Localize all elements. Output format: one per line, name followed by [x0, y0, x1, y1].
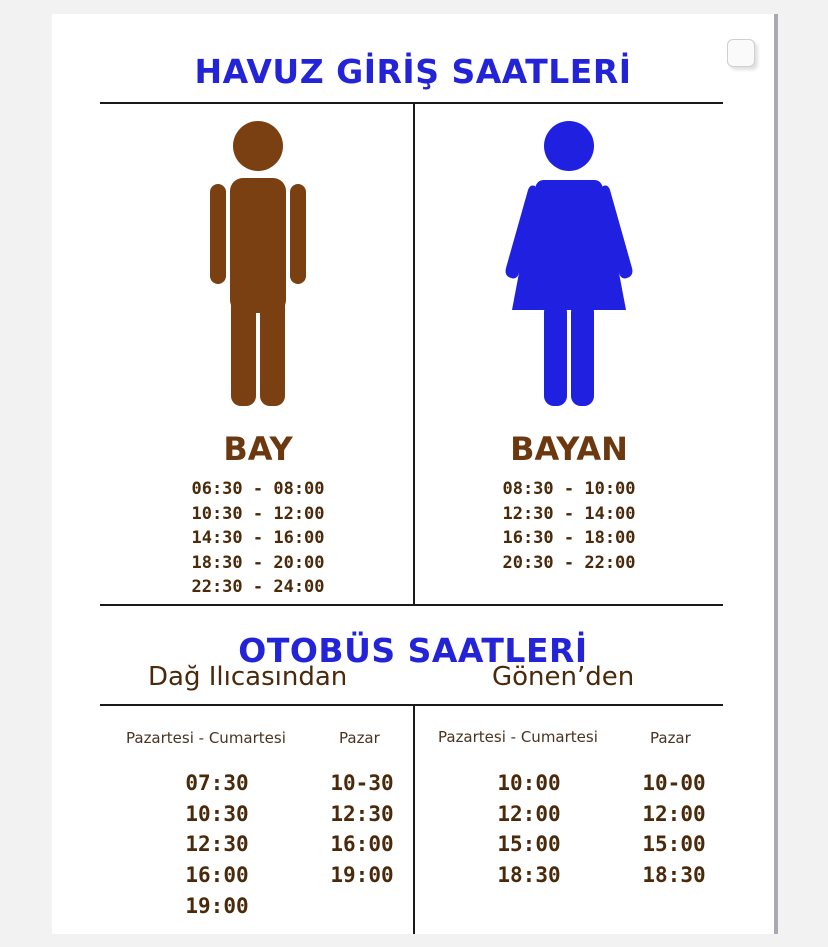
- bus-time: 15:00: [642, 832, 706, 857]
- dag-weekday-times: [177, 768, 257, 921]
- bus-time: 12:30: [330, 801, 394, 826]
- bus-time: 16:00: [330, 832, 394, 857]
- pool-title: HAVUZ GİRİŞ SAATLERİ: [194, 52, 632, 91]
- bus-divider: [413, 705, 415, 934]
- men-hour-slot: 18:30 - 20:00: [191, 552, 325, 573]
- men-hour-slot: 10:30 - 12:00: [191, 503, 325, 524]
- bus-time: 19:00: [185, 893, 249, 918]
- women-hour-slot: 12:30 - 14:00: [502, 503, 636, 524]
- bus-header-divider: [100, 704, 723, 706]
- dag-sunday-times: [322, 768, 402, 891]
- gonen-weekday-header: Pazartesi - Cumartesi: [438, 728, 598, 746]
- gender-divider: [413, 103, 415, 605]
- bus-time: 15:00: [497, 832, 561, 857]
- origin-dag-label: Dağ Ilıcasından: [148, 662, 348, 692]
- top-divider: [100, 102, 723, 104]
- women-hour-slot: 20:30 - 22:00: [502, 552, 636, 573]
- man-icon: [208, 120, 308, 410]
- women-label: BAYAN: [510, 430, 628, 468]
- women-hours-list: [449, 477, 689, 575]
- men-hour-slot: 06:30 - 08:00: [191, 479, 325, 499]
- woman-icon: [504, 120, 634, 410]
- dag-weekday-header: Pazartesi - Cumartesi: [126, 729, 286, 747]
- bus-time: 12:30: [185, 832, 249, 857]
- bus-time: 10:30: [185, 801, 249, 826]
- men-hour-slot: 22:30 - 24:00: [191, 577, 325, 598]
- bus-time: 18:30: [497, 863, 561, 888]
- bus-time: 12:00: [497, 801, 561, 826]
- women-hour-slot: 16:30 - 18:00: [502, 528, 636, 549]
- middle-divider: [100, 604, 723, 606]
- women-hour-slot: 08:30 - 10:00: [502, 479, 636, 499]
- dag-sunday-header: Pazar: [339, 729, 380, 747]
- bus-time: 18:30: [642, 863, 706, 888]
- bus-time: 16:00: [185, 863, 249, 888]
- bus-title: OTOBÜS SAATLERİ: [238, 631, 588, 670]
- bus-time: 10:00: [497, 771, 561, 795]
- gonen-sunday-times: [634, 768, 714, 891]
- gonen-sunday-header: Pazar: [650, 729, 691, 747]
- bus-time: 10-00: [642, 771, 706, 795]
- origin-gonen-label: Gönen’den: [492, 662, 635, 692]
- bus-time: 10-30: [330, 771, 394, 795]
- bus-time: 12:00: [642, 801, 706, 826]
- image-viewer-sheet: [52, 14, 778, 934]
- bus-time: 19:00: [330, 863, 394, 888]
- bus-time: 07:30: [185, 771, 249, 795]
- men-hour-slot: 14:30 - 16:00: [191, 528, 325, 549]
- gonen-weekday-times: [489, 768, 569, 891]
- men-label: BAY: [223, 430, 293, 468]
- men-hours-list: [138, 477, 378, 600]
